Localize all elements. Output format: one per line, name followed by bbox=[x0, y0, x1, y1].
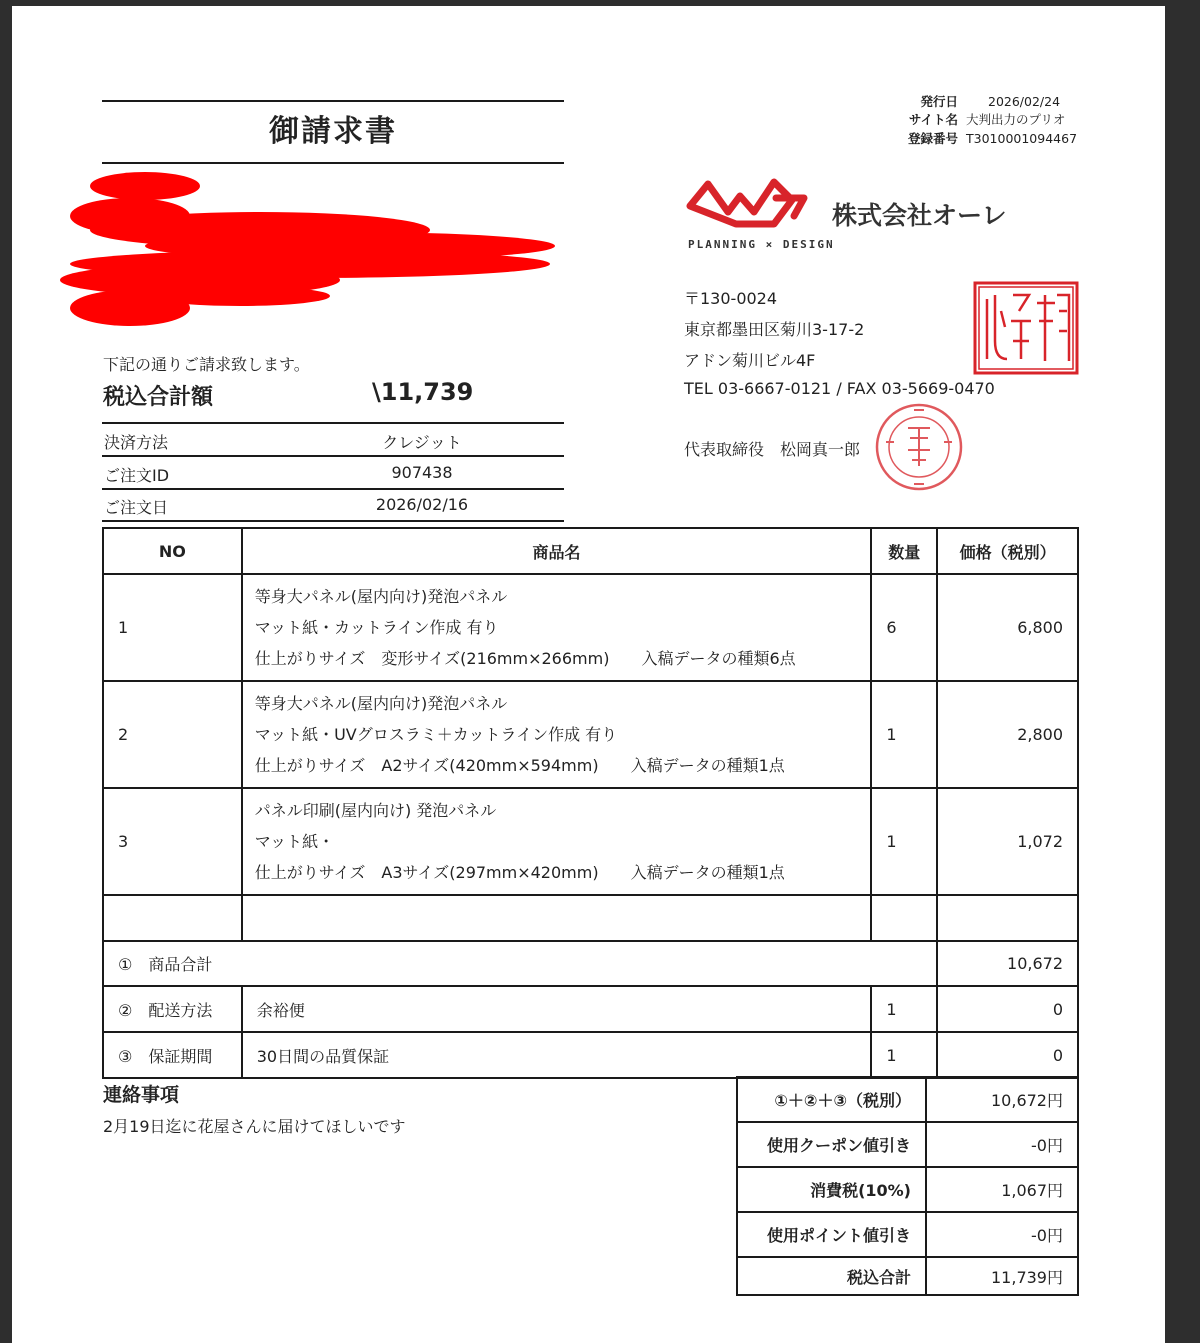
company-address-1: 東京都墨田区菊川3-17-2 bbox=[684, 320, 865, 339]
row-no: 2 bbox=[103, 681, 242, 788]
totals-value: 11,739円 bbox=[926, 1257, 1078, 1295]
order-row-payment bbox=[102, 425, 564, 457]
totals-row bbox=[737, 1077, 1078, 1122]
intro-text: 下記の通りご請求致します。 bbox=[103, 355, 310, 374]
meta-issue-date bbox=[880, 92, 1060, 110]
order-value: 907438 bbox=[391, 463, 453, 482]
items-table bbox=[102, 527, 1079, 1079]
row-name bbox=[242, 681, 872, 788]
order-value: 2026/02/16 bbox=[375, 495, 469, 514]
row-name-line: マット紙・UVグロスラミ＋カットライン作成 有り bbox=[254, 725, 618, 744]
row-name-line: 等身大パネル(屋内向け)発泡パネル bbox=[254, 587, 508, 606]
row-price: 6,800 bbox=[937, 574, 1078, 681]
subtotal-label: ① 商品合計 bbox=[103, 941, 937, 986]
row-price: 1,072 bbox=[937, 788, 1078, 895]
totals-value: -0円 bbox=[926, 1212, 1078, 1257]
meta-value: 2026/02/24 bbox=[988, 94, 1061, 109]
table-header-row bbox=[103, 528, 1078, 574]
table-row-empty bbox=[103, 895, 1078, 941]
row-name-line: 仕上がりサイズ A3サイズ(297mm×420mm) 入稿データの種類1点 bbox=[254, 863, 785, 882]
subtotal-row bbox=[103, 941, 1078, 986]
order-label: ご注文ID bbox=[104, 466, 170, 485]
row-qty: 1 bbox=[871, 681, 937, 788]
shipping-price: 0 bbox=[937, 986, 1078, 1032]
subtotal-value: 10,672 bbox=[937, 941, 1078, 986]
row-price: 2,800 bbox=[937, 681, 1078, 788]
shipping-qty: 1 bbox=[871, 986, 937, 1032]
company-representative: 代表取締役 松岡真一郎 bbox=[684, 440, 861, 459]
divider bbox=[102, 422, 564, 424]
company-seal-icon bbox=[973, 281, 1079, 375]
row-name-line: マット紙・カットライン作成 有り bbox=[254, 618, 499, 637]
order-row-date bbox=[102, 490, 564, 522]
totals-row bbox=[737, 1167, 1078, 1212]
meta-site bbox=[880, 110, 1065, 128]
meta-label: 登録番号 bbox=[907, 131, 958, 146]
warranty-text: 30日間の品質保証 bbox=[242, 1032, 872, 1078]
company-tel-fax: TEL 03-6667-0121 / FAX 03-5669-0470 bbox=[684, 379, 995, 398]
totals-value: -0円 bbox=[926, 1122, 1078, 1167]
header-price: 価格（税別） bbox=[937, 528, 1078, 574]
meta-value: 大判出力のプリオ bbox=[966, 112, 1066, 127]
company-zip: 〒130-0024 bbox=[684, 289, 778, 308]
shipping-method: 余裕便 bbox=[242, 986, 872, 1032]
logo-subtitle: PLANNING × DESIGN bbox=[688, 238, 835, 251]
order-value: クレジット bbox=[382, 433, 462, 452]
totals-label: 消費税(10%) bbox=[737, 1167, 926, 1212]
order-label: ご注文日 bbox=[104, 498, 169, 517]
totals-value: 1,067円 bbox=[926, 1167, 1078, 1212]
order-label: 決済方法 bbox=[104, 433, 169, 452]
table-row bbox=[103, 681, 1078, 788]
warranty-label: ③ 保証期間 bbox=[103, 1032, 242, 1078]
row-name bbox=[242, 788, 872, 895]
totals-row-grand bbox=[737, 1257, 1078, 1295]
row-name-line: パネル印刷(屋内向け) 発泡パネル bbox=[254, 801, 497, 820]
totals-label: 税込合計 bbox=[737, 1257, 926, 1295]
shipping-row bbox=[103, 986, 1078, 1032]
header-qty: 数量 bbox=[871, 528, 937, 574]
meta-label: サイト名 bbox=[908, 112, 958, 127]
warranty-price: 0 bbox=[937, 1032, 1078, 1078]
meta-label: 発行日 bbox=[920, 94, 958, 109]
table-row bbox=[103, 788, 1078, 895]
notes-heading: 連絡事項 bbox=[103, 1084, 180, 1106]
company-logo-icon bbox=[684, 172, 814, 234]
total-label: 税込合計額 bbox=[103, 385, 214, 410]
table-row bbox=[103, 574, 1078, 681]
meta-registration bbox=[880, 129, 1077, 147]
totals-label: 使用ポイント値引き bbox=[737, 1212, 926, 1257]
totals-row bbox=[737, 1122, 1078, 1167]
header-name: 商品名 bbox=[242, 528, 872, 574]
totals-value: 10,672円 bbox=[926, 1077, 1078, 1122]
company-address-2: アドン菊川ビル4F bbox=[684, 351, 816, 370]
totals-row bbox=[737, 1212, 1078, 1257]
row-name-line: 等身大パネル(屋内向け)発泡パネル bbox=[254, 694, 508, 713]
row-qty: 6 bbox=[871, 574, 937, 681]
document-title: 御請求書 bbox=[269, 114, 397, 149]
totals-table bbox=[736, 1076, 1079, 1296]
row-no: 3 bbox=[103, 788, 242, 895]
row-name bbox=[242, 574, 872, 681]
shipping-label: ② 配送方法 bbox=[103, 986, 242, 1032]
totals-label: 使用クーポン値引き bbox=[737, 1122, 926, 1167]
header-no: NO bbox=[103, 528, 242, 574]
document-title-box bbox=[102, 100, 564, 164]
redaction-mark bbox=[50, 168, 560, 338]
company-name: 株式会社オーレ bbox=[832, 201, 1007, 230]
warranty-qty: 1 bbox=[871, 1032, 937, 1078]
representative-seal-icon bbox=[874, 402, 964, 492]
row-name-line: マット紙・ bbox=[254, 832, 335, 851]
row-no: 1 bbox=[103, 574, 242, 681]
row-name-line: 仕上がりサイズ A2サイズ(420mm×594mm) 入稿データの種類1点 bbox=[254, 756, 785, 775]
total-value: \11,739 bbox=[372, 378, 474, 406]
order-row-id bbox=[102, 458, 564, 490]
meta-value: T3010001094467 bbox=[966, 131, 1078, 146]
notes-text: 2月19日迄に花屋さんに届けてほしいです bbox=[103, 1117, 406, 1136]
totals-label: ①＋②＋③（税別） bbox=[737, 1077, 926, 1122]
row-name-line: 仕上がりサイズ 変形サイズ(216mm×266mm) 入稿データの種類6点 bbox=[254, 649, 796, 668]
warranty-row bbox=[103, 1032, 1078, 1078]
row-qty: 1 bbox=[871, 788, 937, 895]
